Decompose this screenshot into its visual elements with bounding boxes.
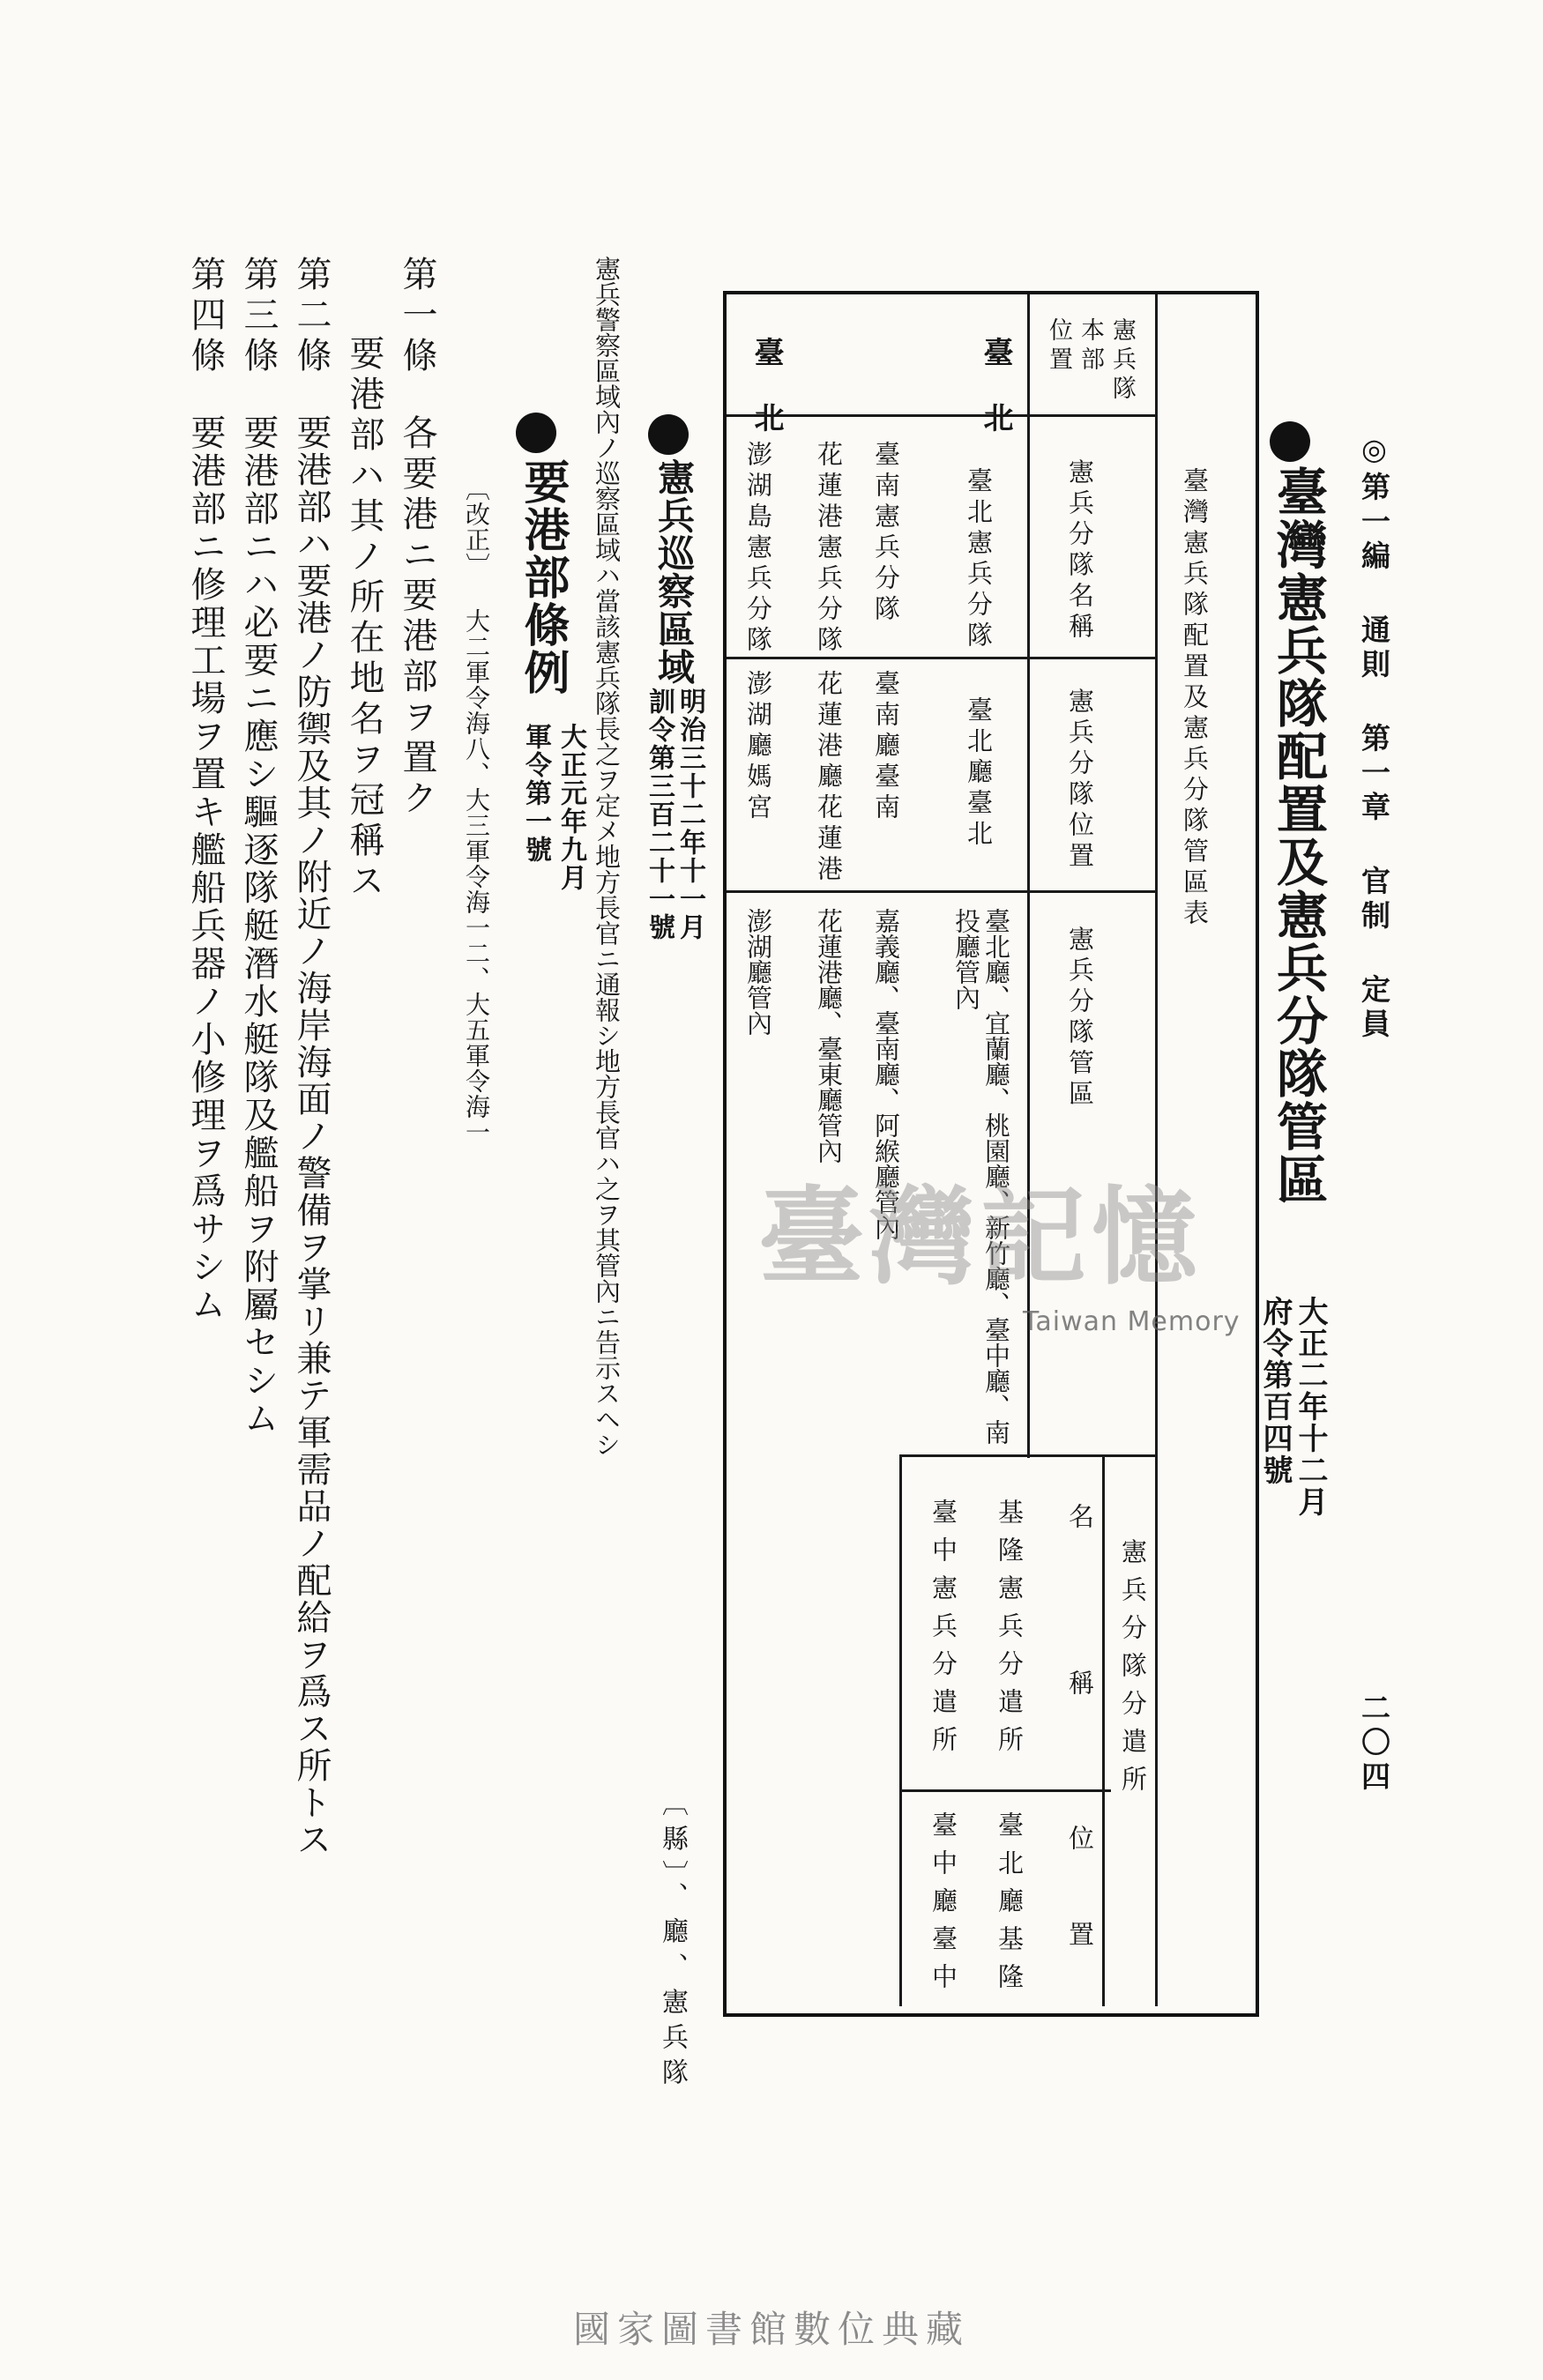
section1-title: 臺灣憲兵隊配置及憲兵分隊管區 [1268, 465, 1328, 1206]
detach-header-pos: 位置 [1065, 1825, 1095, 2017]
table-divider [1155, 294, 1158, 2006]
detach-header-name: 名稱 [1065, 1503, 1095, 1836]
col-header-name: 憲兵分隊名稱 [1065, 458, 1095, 643]
pos-rule [727, 890, 1155, 893]
section2-ordinance-number: 訓令第三百二十一號 [644, 688, 675, 941]
running-header: ◎第一編 通則 第一章 官制 定員 [1357, 432, 1391, 1043]
article-2-label: 第二條 [291, 256, 332, 377]
detach-title: 憲兵分隊分遣所 [1118, 1538, 1148, 1804]
table-row-2-district: 嘉義廳、臺南廳、阿緱廳管內 [871, 908, 901, 1240]
table-row-1-district-2: 投廳管內 [951, 908, 981, 1010]
hq-value-2: 臺北 [749, 337, 784, 467]
table-row-1-name: 臺北憲兵分隊 [964, 467, 994, 652]
section1-ordinance-date: 大正二年十二月 [1293, 1296, 1328, 1518]
table-row-1-pos: 臺北廳臺北 [964, 696, 994, 851]
col-header-hq-1: 憲兵隊 [1108, 317, 1136, 405]
watermark-text: 臺灣記憶 [758, 1177, 1203, 1299]
section3-ordinance-date: 大正元年九月 [555, 723, 586, 892]
table-row-4-district: 澎湖廳管內 [743, 908, 773, 1036]
section-bullet [1270, 421, 1310, 462]
section2-ordinance-date: 明治三十二年十一月 [675, 688, 705, 941]
col-header-hq-2: 本部 [1077, 317, 1104, 376]
col-header-hq-3: 位置 [1045, 317, 1072, 376]
col-header-pos: 憲兵分隊位置 [1065, 688, 1095, 873]
detach-row-1-name: 基隆憲兵分遣所 [995, 1499, 1025, 1764]
table-row-4-name: 澎湖島憲兵分隊 [743, 441, 773, 657]
table-row-3-district: 花蓮港廳、臺東廳管內 [814, 908, 844, 1164]
detach-top-rule [899, 1454, 1155, 1457]
detach-row-2-pos: 臺中廳臺中 [928, 1811, 958, 2001]
detach-row-1-pos: 臺北廳基隆 [995, 1811, 1025, 2001]
article-4-text: 要港部ニ修理工場ヲ置キ艦船兵器ノ小修理ヲ爲サシム [185, 414, 226, 1324]
table-row-3-name: 花蓮港憲兵分隊 [814, 441, 844, 657]
table-row-3-pos: 花蓮港廳花蓮港 [814, 670, 844, 886]
watermark-subtext: Taiwan Memory [1023, 1306, 1241, 1337]
article-1-label: 第一條 [397, 256, 437, 377]
detach-header-rule [1102, 1454, 1105, 2006]
article-2-text: 要港部ハ要港ノ防禦及其ノ附近ノ海岸海面ノ警備ヲ掌リ兼テ軍需品ノ配給ヲ爲ス所トス [291, 414, 332, 1858]
section2-note: 〔縣〕、廳、憲兵隊 [657, 1789, 688, 2094]
article-3-label: 第三條 [238, 256, 279, 377]
table-row-1-district-1: 臺北廳、宜蘭廳、桃園廳、新竹廳、臺中廳、南 [981, 908, 1011, 1445]
table-row-2-pos: 臺南廳臺南 [871, 670, 901, 824]
article-1-text: 各要港ニ要港部ヲ置ク [397, 414, 437, 820]
table-title: 臺灣憲兵隊配置及憲兵分隊管區表 [1180, 467, 1210, 930]
name-rule [727, 657, 1155, 659]
header-rule [727, 414, 1155, 417]
section-bullet [516, 413, 556, 453]
detach-row-2-name: 臺中憲兵分遣所 [928, 1499, 958, 1764]
table-row-2-name: 臺南憲兵分隊 [871, 441, 901, 626]
detach-left-rule [899, 1454, 902, 2006]
section2-title: 憲兵巡察區域 [652, 458, 696, 686]
section1-ordinance-number: 府令第百四號 [1257, 1296, 1293, 1486]
section3-amend: 〔改正〕 大二軍令海八、大三軍令海一二、大五軍令海一 [462, 476, 491, 1145]
col-header-district: 憲兵分隊管區 [1065, 926, 1095, 1111]
article-4-label: 第四條 [185, 256, 226, 377]
section2-body: 憲兵警察區域內ノ巡察區域ハ當該憲兵隊長之ヲ定メ地方長官ニ通報シ地方長官ハ之ヲ其管內ニ告示スヘシ [592, 256, 622, 1457]
article-3-text: 要港部ニハ必要ニ應シ驅逐隊艇潛水艇隊及艦船ヲ附屬セシム [238, 414, 279, 1438]
hq-value-1: 臺北 [978, 337, 1013, 467]
footer-collection-label: 國家圖書館數位典藏 [572, 2308, 970, 2351]
section3-title: 要港部條例 [516, 458, 570, 696]
section-bullet [648, 414, 689, 455]
section3-ordinance-number: 軍令第一號 [520, 723, 551, 864]
page-number: 二〇四 [1357, 1692, 1391, 1796]
article-1-paragraph-2: 要港部ハ其ノ所在地名ヲ冠稱ス [344, 335, 384, 903]
table-row-4-pos: 澎湖廳媽宮 [743, 670, 773, 824]
watermark-logo [758, 1177, 1261, 1349]
